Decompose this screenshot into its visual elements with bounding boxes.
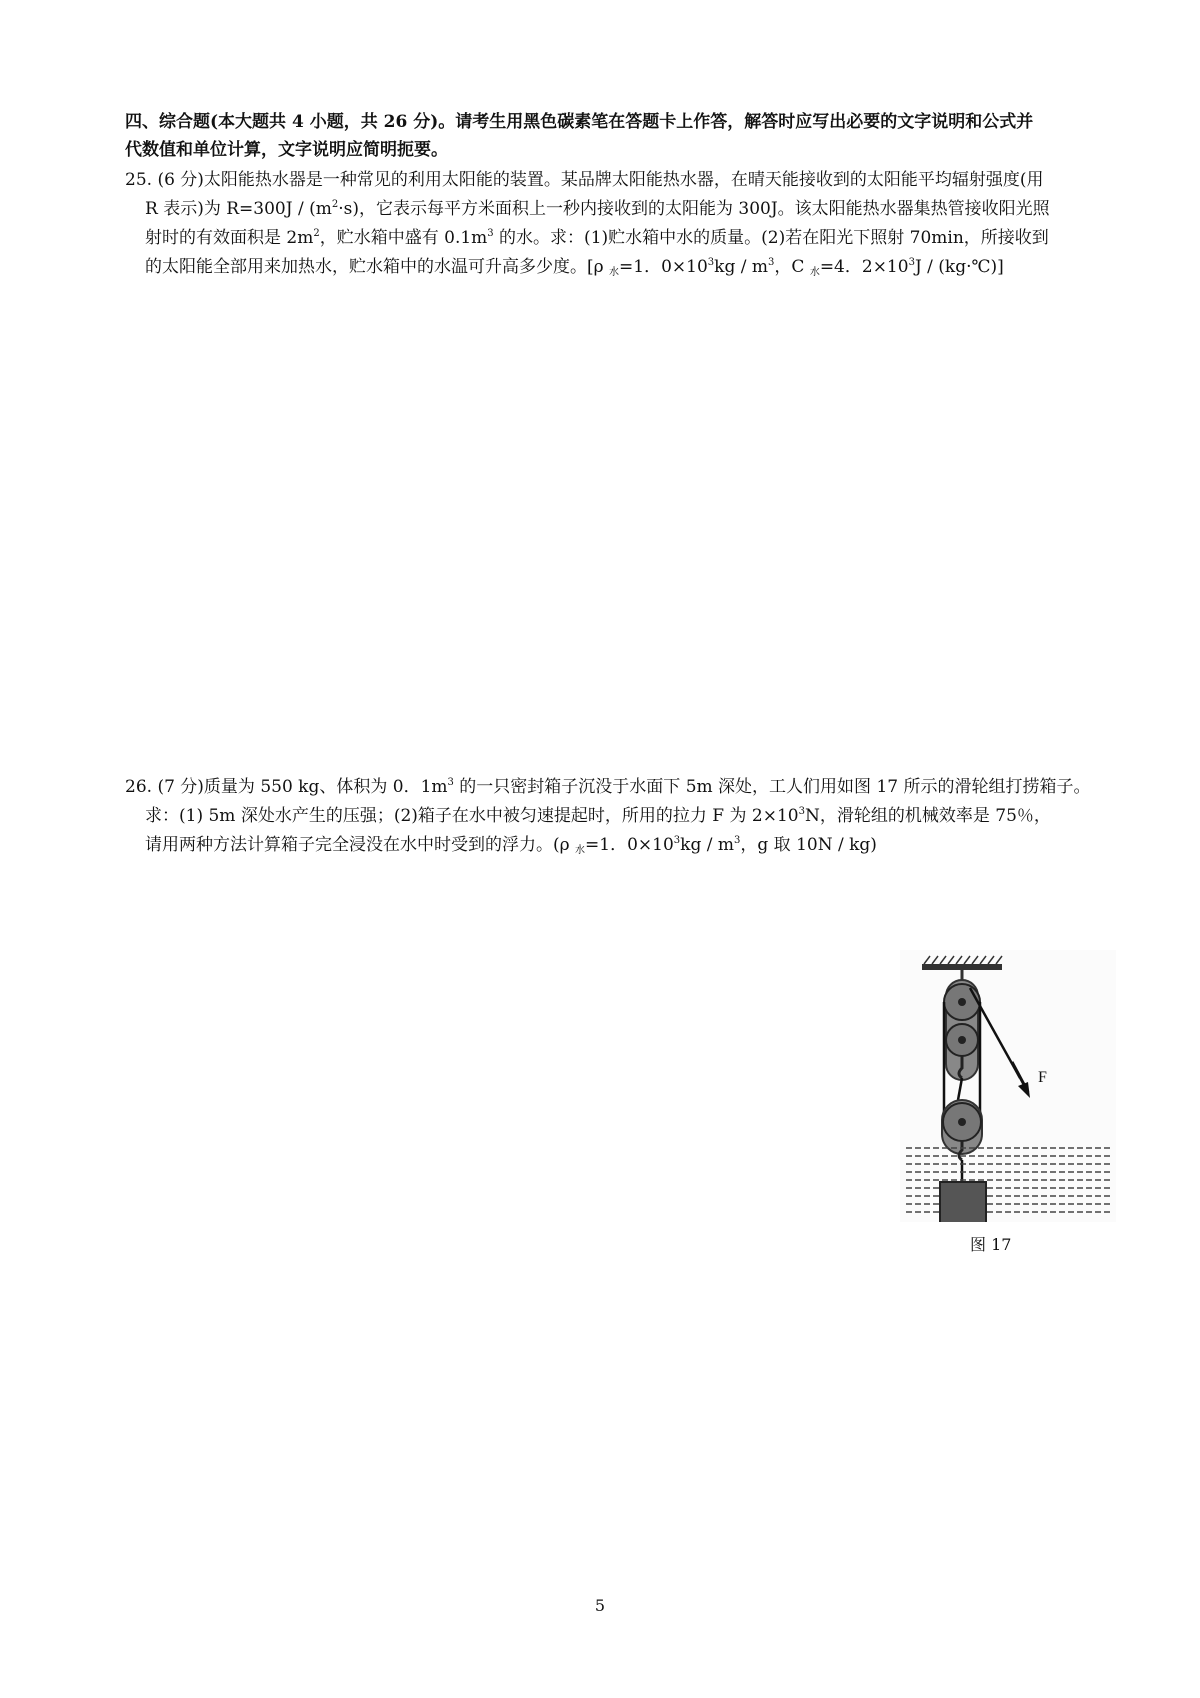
q25-line-1: 25. (6 分)太阳能热水器是一种常见的利用太阳能的装置。某品牌太阳能热水器，在晴天能接收到的太阳能平均辐射强度(用 — [125, 170, 1044, 190]
pulley-figure — [900, 950, 1116, 1222]
q26-line-2: 求：(1) 5m 深处水产生的压强；(2)箱子在水中被匀速提起时，所用的拉力 F 为 $2\times 10^3N$，滑轮组的机械效率是 75％， — [145, 806, 1051, 826]
q26-line-3: 请用两种方法计算箱子完全浸没在水中时受到的浮力。(ρ $_水$=1．$0\times 10^3kg / m^3$，g 取 10N / kg) — [145, 835, 877, 856]
force-label: F — [1038, 1069, 1047, 1086]
page-number: 5 — [594, 1596, 606, 1615]
section-heading-line-1: 四、综合题(本大题共 4 小题，共 26 分)。请考生用黑色碳素笔在答题卡上作答，解答时应写出必要的文字说明和公式并 — [125, 112, 1034, 132]
figure-background — [900, 950, 1116, 1222]
q25-line-4: 的太阳能全部用来加热水，贮水箱中的水温可升高多少度。[ρ $_水$=1．$0\times 10^3kg / m^3$，C $_水$=4．$2\times 10^3J$ / (kg·℃)] — [145, 257, 1004, 278]
figure-caption: 图 17 — [970, 1235, 1012, 1254]
q26-line-1: 26. (7 分)质量为 550 kg、体积为 0．$1m^3$ 的一只密封箱子沉没于水面下 5m 深处，工人们用如图 17 所示的滑轮组打捞箱子。 — [125, 777, 1091, 797]
q25-line-3: 射时的有效面积是 $2m^2$，贮水箱中盛有 $0.1m^3$ 的水。求：(1)贮水箱中水的质量。(2)若在阳光下照射 70min，所接收到 — [145, 228, 1049, 248]
submerged-box — [940, 1182, 986, 1222]
q25-line-2: R 表示)为 $R=300J / (m^2\cdot s)$，它表示每平方米面积上一秒内接收到的太阳能为 300J。该太阳能热水器集热管接收阳光照 — [145, 199, 1050, 219]
section-heading-line-2: 代数值和单位计算，文字说明应简明扼要。 — [125, 140, 448, 160]
